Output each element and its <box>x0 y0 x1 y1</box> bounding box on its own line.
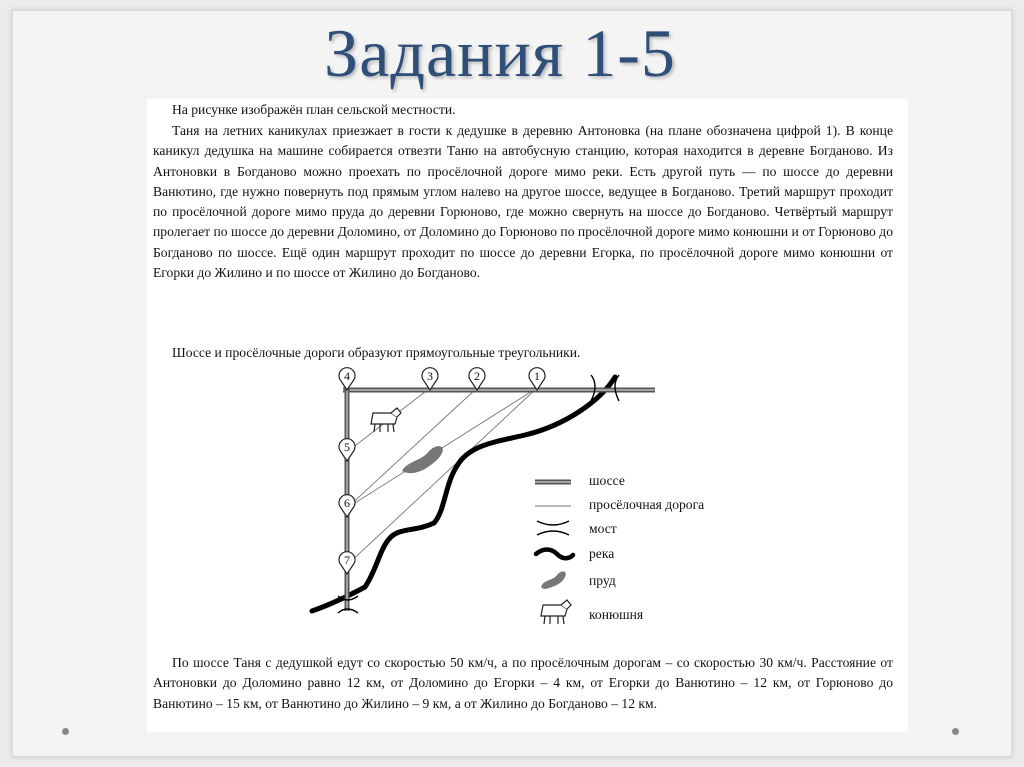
marker-labels <box>344 369 540 567</box>
legend-bridge: мост <box>589 521 617 536</box>
stable-icon <box>371 408 401 432</box>
decor-dot-left <box>62 728 69 735</box>
marker-label-6: 6 <box>344 496 350 510</box>
marker-label-7: 7 <box>344 553 350 567</box>
legend-stable: конюшня <box>589 607 644 622</box>
decor-dot-right <box>952 728 959 735</box>
pond-icon <box>402 446 443 473</box>
story-paragraph: Таня на летних каникулах приезжает в гости к дедушке в деревню Антоновка (на плане обозначена цифрой 1). В конце каникул дедушка на машине собирается отвезти Таню на автобусную станцию, которая находится в деревне Богданово. Из Антоновки в Богданово можно проехать по просёлочной дороге мимо реки. Есть другой путь — по шоссе до деревни Ванютино, где нужно повернуть под прямым углом налево на другое шоссе, ведущее в Богданово. Третий маршрут проходит по просёлочной дороге мимо пруда до деревни Горюново, где можно свернуть на шоссе до Богданово. Четвёртый маршрут пролегает по шоссе до деревни Доломино, от Доломино до Горюново по просёлочной дороге мимо конюшни и от Горюново до Богданово по шоссе. Ещё один маршрут проходит по шоссе до деревни Егорка, по просёлочной дороге мимо конюшни от Егорки до Жилино и по шоссе от Жилино до Богданово. <box>153 123 893 281</box>
marker-label-2: 2 <box>474 369 480 383</box>
slide-title: Задания 1-5 <box>324 15 676 91</box>
dirt-road-stable-dolomino <box>347 388 477 508</box>
legend-river: река <box>589 546 615 561</box>
roads-paragraph: Шоссе и просёлочные дороги образуют прямоугольные треугольники. <box>172 345 581 360</box>
village-map <box>147 99 908 732</box>
river <box>312 377 615 611</box>
marker-label-4: 4 <box>344 369 350 383</box>
task-content <box>147 99 908 732</box>
marker-label-5: 5 <box>344 440 350 454</box>
marker-label-1: 1 <box>534 369 540 383</box>
intro-paragraph: На рисунке изображён план сельской местности. <box>172 102 456 117</box>
legend-dirt-road: просёлочная дорога <box>589 497 705 512</box>
legend-pond: пруд <box>589 573 616 588</box>
conditions-paragraph: По шоссе Таня с дедушкой едут со скоростью 50 км/ч, а по просёлочным дорогам – со скоростью 30 км/ч. Расстояние от Антоновки до Доломино равно 12 км, от Доломино до Егорки – 4 км, от Егорки до Ванютино – 12 км, от Горюново до Ванютино – 15 км, от Ванютино до Жилино – 9 км, а от Жилино до Богданово – 12 км. <box>153 655 893 711</box>
legend-symbols <box>535 482 573 624</box>
legend-highway: шоссе <box>589 473 625 488</box>
marker-label-3: 3 <box>427 369 433 383</box>
